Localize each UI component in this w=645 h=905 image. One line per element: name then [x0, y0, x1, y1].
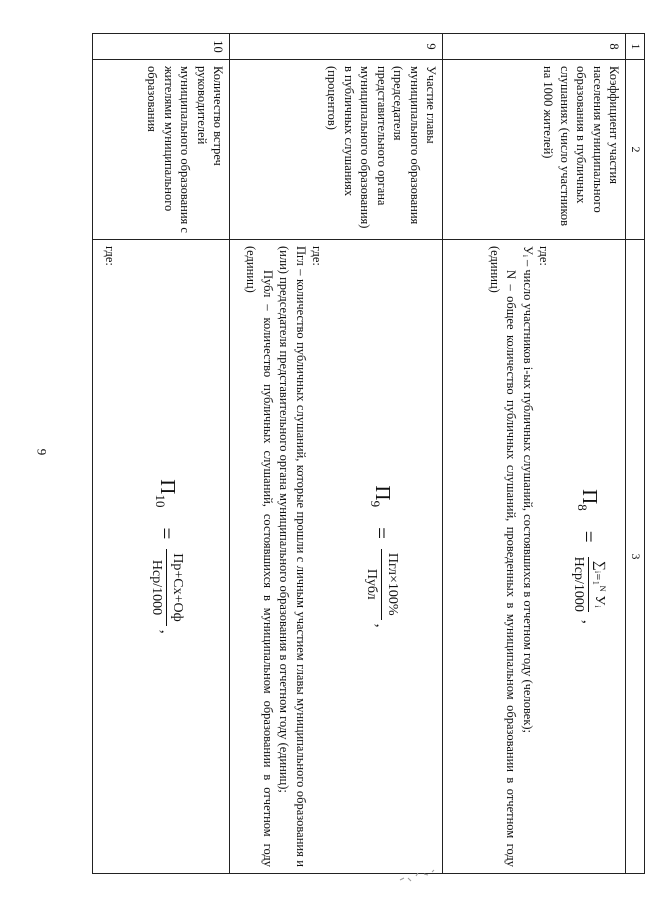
where-label: где:	[310, 246, 325, 266]
header-col-1: 1	[626, 34, 645, 60]
formula-denominator: Публ	[363, 568, 379, 600]
formula-numerator: Пгл×100%	[381, 549, 401, 620]
formula-denominator: Нср/1000	[570, 556, 586, 612]
table-row	[93, 34, 230, 874]
formula-fraction	[146, 549, 186, 625]
formula: $П_8$ = ∑ᵢ₌₁ᴺ Уᵢ Нср/1000 ,	[568, 246, 608, 867]
formula-denominator: Нср/1000	[148, 559, 164, 616]
formula-fraction	[568, 553, 608, 616]
indicators-table	[92, 33, 645, 874]
formula-lhs: $П_8$	[574, 489, 602, 511]
where-label: где:	[103, 246, 118, 266]
formula: $П_{10}$ = Пр+Сх+Оф Нср/1000 ,	[146, 246, 186, 867]
variable-description: Публ – количество публичных слушаний, состоявшихся в муниципальном образовании в отчетном году (единиц)	[244, 246, 275, 867]
formula-lhs: $П_9$	[367, 485, 395, 508]
table-row	[443, 34, 626, 874]
formula-numerator: ∑ᵢ₌₁ᴺ Уᵢ	[588, 557, 608, 612]
row-number: 8	[443, 34, 626, 60]
row-number: 9	[230, 34, 443, 60]
indicator-name: Участие главы муниципального образования (председателя представительного органа муниципального образования) в публичных слушаниях (процентов)	[230, 60, 443, 240]
where-label: где:	[537, 246, 552, 266]
page-number: 9	[34, 448, 50, 456]
variable-description: Уᵢ – число участников i-ых публичных слушаний, состоявшихся в отчетном году (человек);	[520, 246, 535, 734]
formula-numerator: Пр+Сх+Оф	[166, 549, 186, 625]
indicator-name: Количество встреч руководителей муниципального образования с жителями муниципального образования	[93, 60, 230, 240]
header-row	[626, 34, 645, 874]
header-col-2: 2	[626, 60, 645, 240]
table-container	[92, 33, 645, 873]
formula: $П_9$ = Пгл×100% Публ ,	[361, 246, 401, 867]
row-number: 10	[93, 34, 230, 60]
variable-description: Пгл – количество публичных слушаний, которые прошли с личным участием главы муниципального образования и (или) председателя представительного органа муниципального образования в отчетном году (единиц);	[277, 246, 308, 867]
indicator-formula-cell	[93, 240, 230, 874]
variable-description: N – общее количество публичных слушаний, проведенных в муниципальном образовании в отчетном году (единиц)	[487, 246, 519, 867]
table-row	[230, 34, 443, 874]
indicator-formula-cell	[443, 240, 626, 874]
rotated-sheet	[92, 33, 645, 873]
indicator-formula-cell	[230, 240, 443, 874]
formula-fraction	[361, 549, 401, 620]
indicator-name: Коэффициент участия населения муниципального образования в публичных слушаниях (число участников на 1000 жителей)	[443, 60, 626, 240]
scan-mark	[398, 866, 478, 886]
header-col-3: 3	[626, 240, 645, 874]
formula-lhs: $П_{10}$	[152, 479, 180, 508]
